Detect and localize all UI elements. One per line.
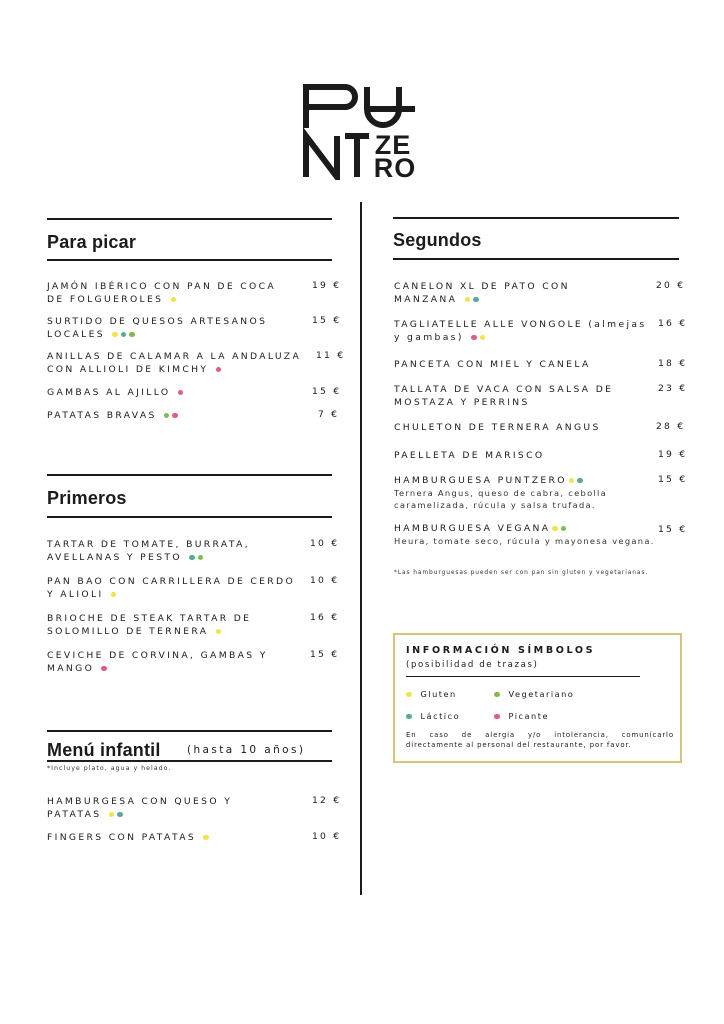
item-price: 19 € bbox=[312, 280, 342, 291]
section-title-infantil: Menú infantil bbox=[47, 740, 161, 760]
column-divider bbox=[360, 202, 362, 895]
gluten-dot-icon bbox=[171, 297, 177, 303]
allergen-dots bbox=[189, 551, 206, 564]
menu-item bbox=[47, 612, 277, 638]
item-description: Ternera Angus, queso de cabra, cebolla caramelizada, rúcula y salsa trufada. bbox=[394, 488, 608, 510]
item-name: PAN BAO CON CARRILLERA DE CERDO Y ALIOLI bbox=[47, 576, 296, 600]
gluten-dot-icon bbox=[465, 297, 471, 303]
allergen-dots bbox=[101, 662, 110, 675]
item-name: CEVICHE DE CORVINA, GAMBAS Y MANGO bbox=[47, 650, 268, 674]
puntzero-logo bbox=[303, 84, 421, 180]
allergen-dots bbox=[569, 474, 586, 487]
menu-item bbox=[47, 795, 262, 821]
gluten-dot-icon bbox=[552, 526, 558, 532]
segundos-top-rule bbox=[393, 217, 679, 219]
picante-dot-icon bbox=[216, 367, 222, 373]
menu-item bbox=[47, 649, 272, 675]
infantil-note: *Incluye plato, agua y helado. bbox=[47, 765, 172, 772]
allergen-dots bbox=[178, 386, 187, 399]
item-price: 10 € bbox=[312, 831, 342, 842]
item-name: GAMBAS AL AJILLO bbox=[47, 387, 171, 398]
svg-text:RO: RO bbox=[373, 153, 417, 180]
legend-label: Picante bbox=[508, 711, 549, 721]
allergen-dots bbox=[216, 625, 225, 638]
item-price: 15 € bbox=[658, 474, 688, 485]
legend-label: Vegetariano bbox=[508, 689, 575, 699]
item-name: ANILLAS DE CALAMAR A LA ANDALUZA CON ALLIOLI DE KIMCHY bbox=[47, 351, 302, 375]
allergen-dots bbox=[203, 831, 212, 844]
item-price: 19 € bbox=[658, 449, 688, 460]
legend-label: Gluten bbox=[420, 689, 457, 699]
legend-gluten bbox=[406, 689, 457, 699]
legend-picante bbox=[494, 711, 549, 721]
item-name: HAMBURGESA CON QUESO Y PATATAS bbox=[47, 796, 233, 820]
picar-bottom-rule bbox=[47, 259, 332, 261]
allergen-dots bbox=[109, 808, 126, 821]
gluten-dot-icon bbox=[203, 835, 209, 841]
gluten-dot-icon bbox=[480, 335, 486, 341]
vegetariano-dot-icon bbox=[561, 526, 567, 532]
menu-item bbox=[394, 474, 654, 487]
lactico-dot-icon bbox=[121, 332, 127, 338]
legend-label: Láctico bbox=[420, 711, 461, 721]
item-name: PANCETA CON MIEL Y CANELA bbox=[394, 359, 591, 370]
item-name: CANELON XL DE PATO CON MANZANA bbox=[394, 281, 570, 305]
primeros-bottom-rule bbox=[47, 516, 332, 518]
menu-item bbox=[47, 386, 297, 399]
item-name: TARTAR DE TOMATE, BURRATA, AVELLANAS Y PESTO bbox=[47, 539, 250, 563]
item-price: 15 € bbox=[658, 524, 688, 535]
svg-text:ZE: ZE bbox=[374, 130, 412, 160]
section-subtitle-infantil: (hasta 10 años) bbox=[187, 744, 306, 756]
section-title-segundos: Segundos bbox=[393, 230, 482, 250]
item-price: 15 € bbox=[310, 649, 340, 660]
item-name: TALLATA DE VACA CON SALSA DE MOSTAZA Y PERRINS bbox=[394, 384, 614, 408]
vegetariano-dot-icon bbox=[129, 332, 135, 338]
allergen-dots bbox=[111, 588, 120, 601]
item-price: 20 € bbox=[656, 280, 686, 291]
item-price: 15 € bbox=[312, 315, 342, 326]
item-name: CHULETON DE TERNERA ANGUS bbox=[394, 422, 601, 433]
picar-top-rule bbox=[47, 218, 332, 220]
lactico-dot-icon bbox=[473, 297, 479, 303]
item-name: HAMBURGUESA VEGANA bbox=[394, 523, 551, 534]
legend-lactico bbox=[406, 711, 460, 721]
menu-item bbox=[394, 421, 652, 434]
legend-vegetariano bbox=[494, 689, 574, 699]
menu-item bbox=[47, 831, 297, 844]
item-description: Heura, tomate seco, rúcula y mayonesa vegana. bbox=[394, 536, 655, 546]
menu-item bbox=[47, 315, 277, 341]
allergen-dots bbox=[465, 293, 482, 306]
picante-dot-icon bbox=[101, 666, 107, 672]
gluten-dot-icon bbox=[569, 478, 575, 484]
item-price: 18 € bbox=[658, 358, 688, 369]
item-name: SURTIDO DE QUESOS ARTESANOS LOCALES bbox=[47, 316, 268, 340]
menu-item bbox=[47, 350, 302, 376]
menu-item bbox=[47, 409, 297, 422]
item-price: 7 € bbox=[318, 409, 340, 420]
menu-item bbox=[47, 280, 297, 306]
allergy-notice: En caso de alergia y/o intolerancia, comunicarlo directamente al personal del restaurante, por favor. bbox=[406, 731, 674, 749]
primeros-top-rule bbox=[47, 474, 332, 476]
lactico-dot-icon bbox=[117, 812, 123, 818]
menu-item bbox=[394, 280, 589, 306]
infantil-bottom-rule bbox=[47, 760, 332, 762]
item-name: BRIOCHE DE STEAK TARTAR DE SOLOMILLO DE TERNERA bbox=[47, 613, 252, 637]
allergen-dots bbox=[171, 293, 180, 306]
lactico-dot-icon bbox=[189, 555, 195, 561]
info-subtitle: (posibilidad de trazas) bbox=[406, 660, 539, 670]
section-title-primeros: Primeros bbox=[47, 488, 127, 508]
allergen-dots bbox=[471, 331, 488, 344]
allergen-dots bbox=[552, 522, 569, 535]
lactico-dot-icon bbox=[577, 478, 583, 484]
gluten-dot-icon bbox=[111, 592, 117, 598]
menu-item bbox=[394, 522, 654, 535]
burger-note: *Las hamburguesas pueden ser con pan sin gluten y vegetarianas. bbox=[394, 570, 649, 576]
allergen-dots bbox=[216, 363, 225, 376]
allergen-dots bbox=[164, 409, 181, 422]
info-rule bbox=[406, 676, 640, 677]
item-price: 16 € bbox=[658, 318, 688, 329]
section-title-picar: Para picar bbox=[47, 232, 137, 252]
gluten-dot-icon bbox=[406, 692, 412, 698]
item-price: 28 € bbox=[656, 421, 686, 432]
item-price: 10 € bbox=[310, 538, 340, 549]
picante-dot-icon bbox=[494, 714, 500, 720]
gluten-dot-icon bbox=[112, 332, 118, 338]
item-price: 16 € bbox=[310, 612, 340, 623]
picante-dot-icon bbox=[471, 335, 477, 341]
segundos-bottom-rule bbox=[393, 258, 679, 260]
menu-item bbox=[394, 449, 652, 462]
vegetariano-dot-icon bbox=[198, 555, 204, 561]
gluten-dot-icon bbox=[216, 629, 222, 635]
info-title: INFORMACIÓN SÍMBOLOS bbox=[406, 645, 596, 656]
allergen-info-box bbox=[393, 633, 682, 763]
item-name: PATATAS BRAVAS bbox=[47, 410, 157, 421]
lactico-dot-icon bbox=[406, 714, 412, 720]
picante-dot-icon bbox=[178, 390, 184, 396]
gluten-dot-icon bbox=[109, 812, 115, 818]
item-price: 12 € bbox=[312, 795, 342, 806]
item-name: TAGLIATELLE ALLE VONGOLE (almejas y gambas) bbox=[394, 319, 647, 343]
picante-dot-icon bbox=[172, 413, 178, 419]
item-price: 23 € bbox=[658, 383, 688, 394]
item-name: FINGERS CON PATATAS bbox=[47, 832, 197, 843]
item-price: 11 € bbox=[316, 350, 346, 361]
item-name: PAELLETA DE MARISCO bbox=[394, 450, 545, 461]
item-name: JAMÓN IBÉRICO CON PAN DE COCA DE FOLGUEROLES bbox=[47, 281, 277, 305]
item-price: 10 € bbox=[310, 575, 340, 586]
item-name: HAMBURGUESA PUNTZERO bbox=[394, 475, 567, 486]
menu-item bbox=[47, 538, 262, 564]
menu-item bbox=[394, 358, 652, 371]
menu-item bbox=[394, 383, 619, 409]
menu-item bbox=[394, 318, 652, 344]
item-price: 15 € bbox=[312, 386, 342, 397]
vegetariano-dot-icon bbox=[164, 413, 170, 419]
allergen-dots bbox=[112, 328, 138, 341]
menu-item bbox=[47, 575, 297, 601]
vegetariano-dot-icon bbox=[494, 692, 500, 698]
infantil-top-rule bbox=[47, 730, 332, 732]
